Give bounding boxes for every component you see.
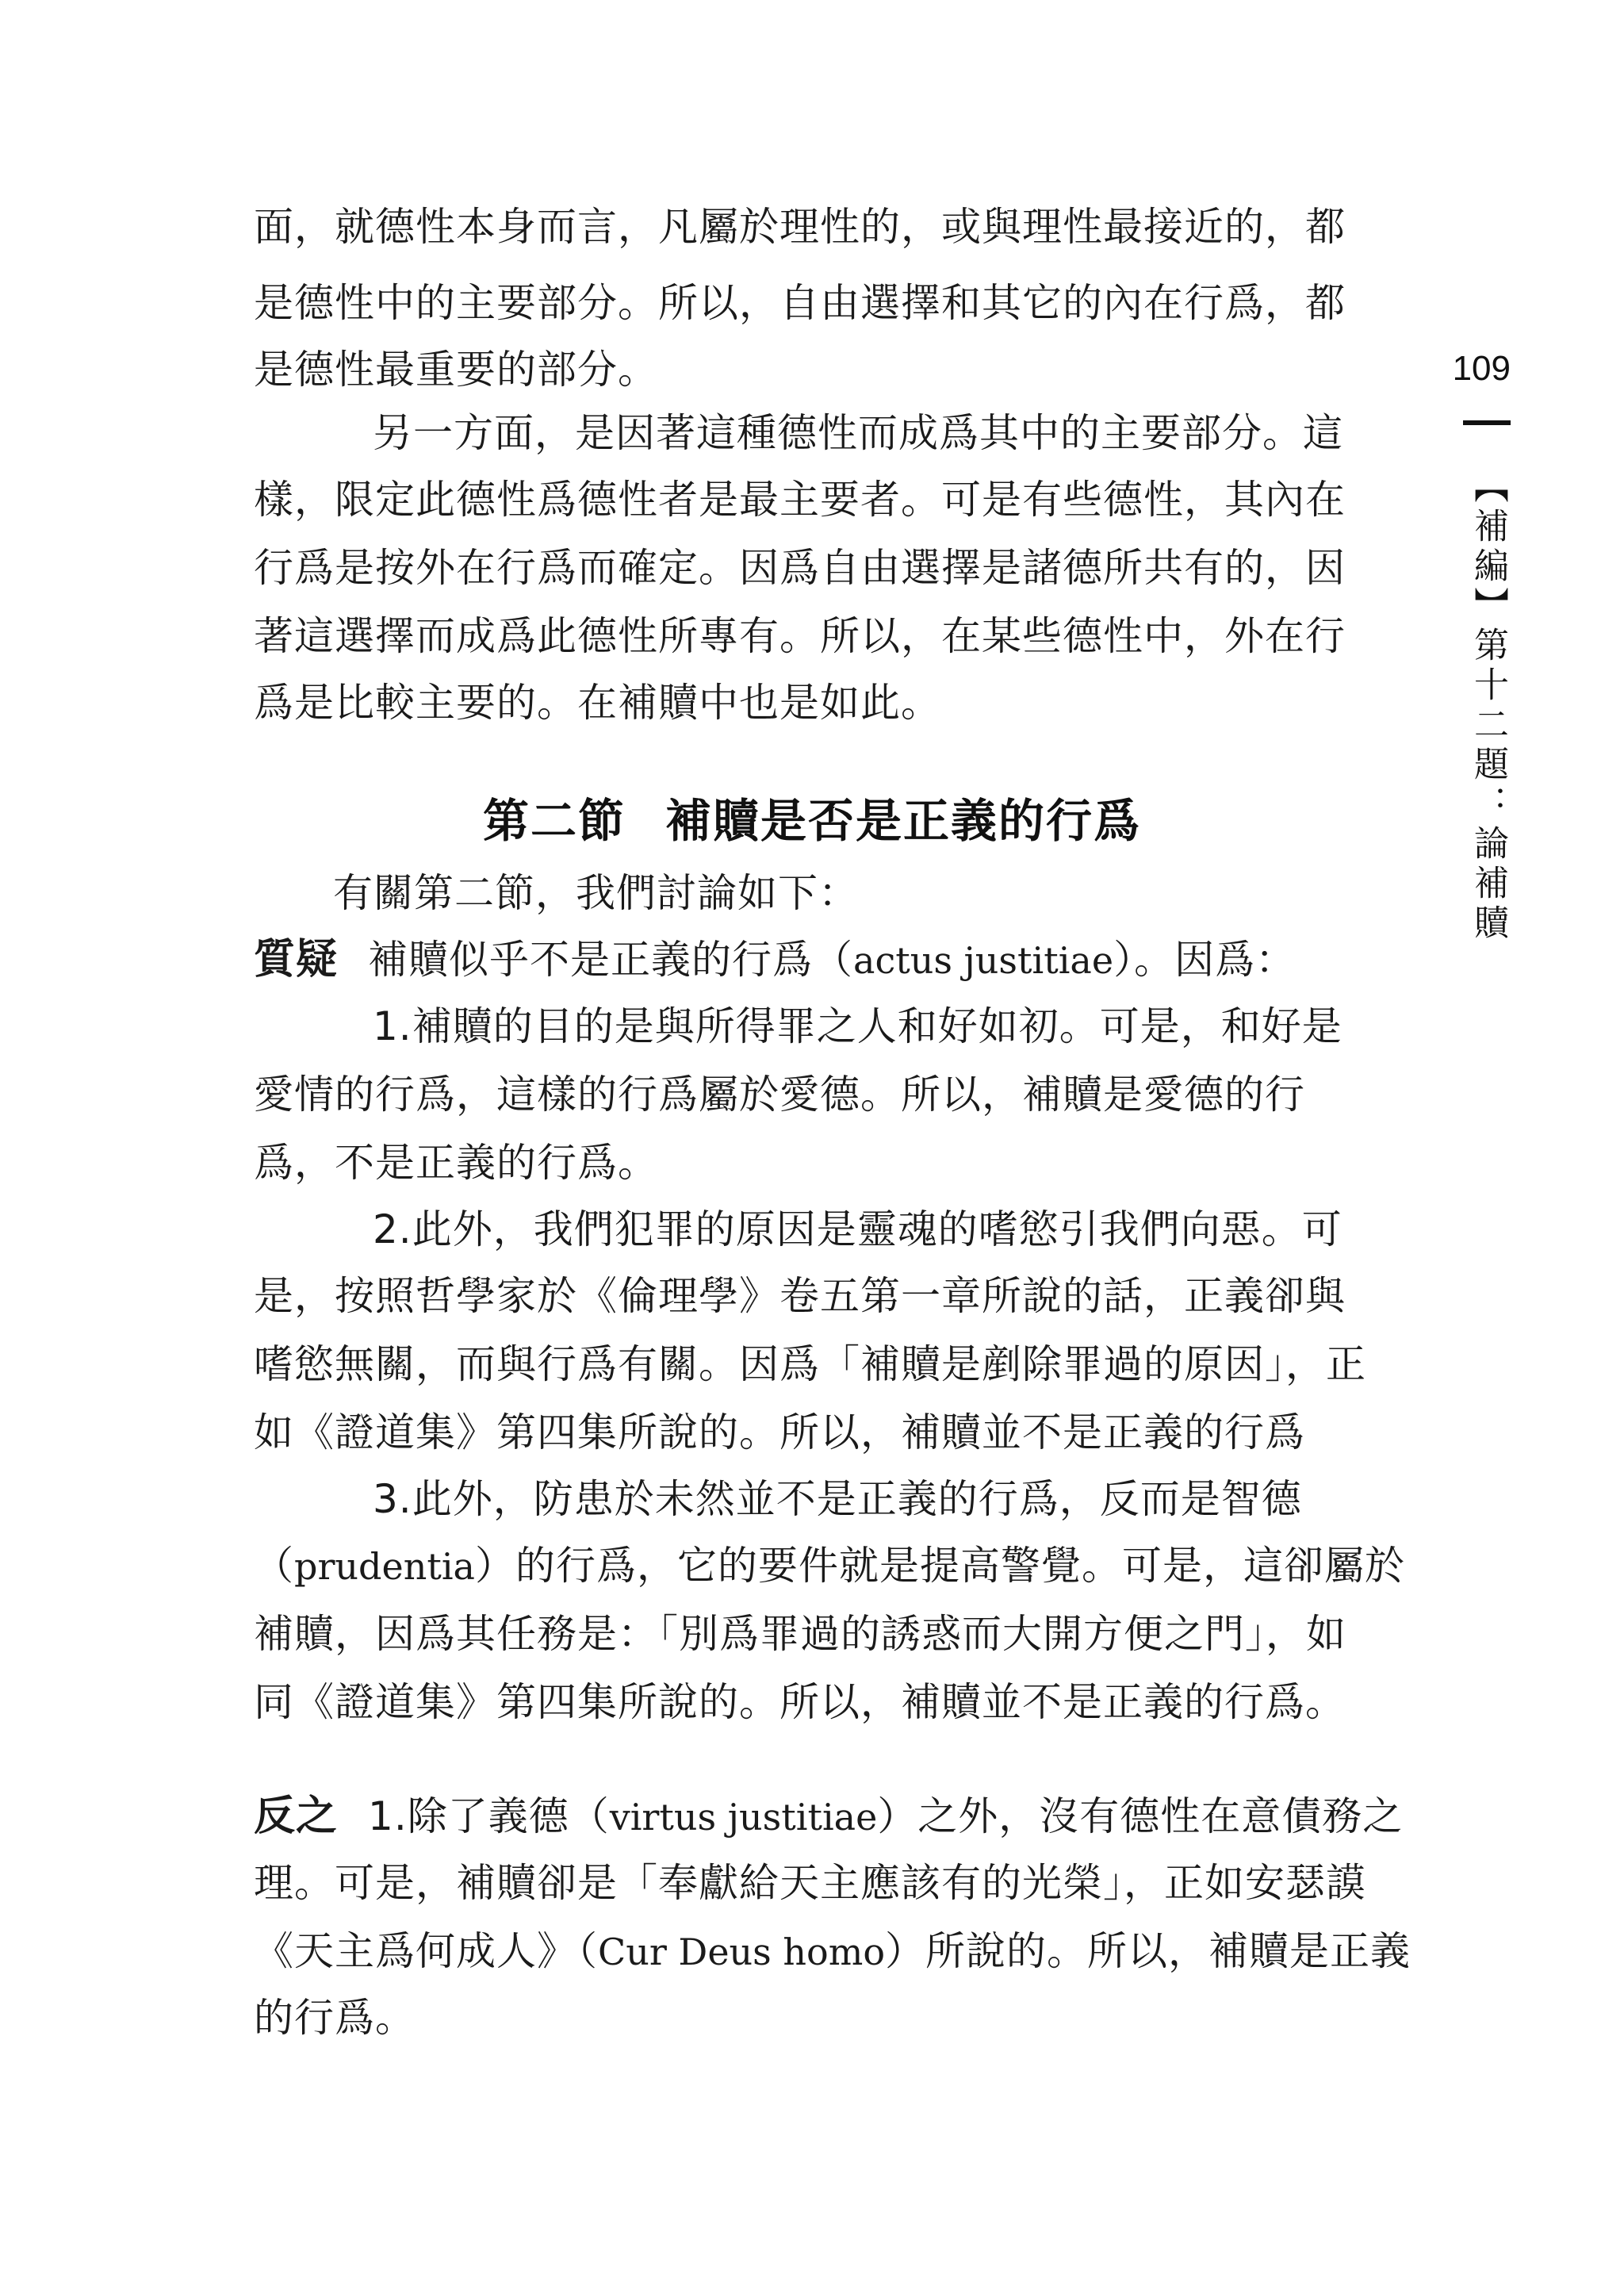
body-line: 著這選擇而成爲此德性所專有。所以，在某些德性中，外在行 <box>254 613 1346 659</box>
contra-text-pre: 1.除了義德（ <box>368 1793 610 1839</box>
contra-latin-title: Cur Deus homo <box>598 1931 886 1973</box>
objection-text-post: ）。因爲： <box>1113 937 1297 983</box>
section-heading <box>0 793 1624 849</box>
contra-line <box>254 1793 1403 1841</box>
objection-2-line: 嗜慾無關，而與行爲有關。因爲「補贖是剷除罪過的原因」，正 <box>254 1341 1366 1387</box>
body-line: 是德性中的主要部分。所以，自由選擇和其它的內在行爲，都 <box>254 280 1346 326</box>
objection-1-line: 1.補贖的目的是與所得罪之人和好如初。可是，和好是 <box>373 1003 1342 1049</box>
objection-1-line: 愛情的行爲，這樣的行爲屬於愛德。所以，補贖是愛德的行 <box>254 1072 1305 1118</box>
body-line: 另一方面，是因著這種德性而成爲其中的主要部分。這 <box>373 410 1343 456</box>
objection-label: 質疑 <box>254 936 339 984</box>
objection-2-line: 是，按照哲學家於《倫理學》卷五第一章所說的話，正義卻與 <box>254 1273 1346 1319</box>
objection-3-line: 補贖，因爲其任務是：「別爲罪過的誘惑而大開方便之門」，如 <box>254 1611 1346 1657</box>
objection-3-latin-term: prudentia <box>294 1545 475 1588</box>
contra-line: 理。可是，補贖卻是「奉獻給天主應該有的光榮」，正如安瑟謨 <box>254 1860 1366 1906</box>
body-line: 面，就德性本身而言，凡屬於理性的，或與理性最接近的，都 <box>254 204 1346 250</box>
body-line: 是德性最重要的部分。 <box>254 347 658 393</box>
objection-3-text-pre: （ <box>254 1543 294 1589</box>
contra-line <box>254 1927 1411 1976</box>
objection-1-line: 爲，不是正義的行爲。 <box>254 1140 658 1186</box>
section-number: 第二節 <box>482 794 626 848</box>
contra-book-title: 《天主爲何成人》（ <box>254 1928 598 1974</box>
objection-3-text-post: ）的行爲，它的要件就是提高警覺。可是，這卻屬於 <box>474 1543 1405 1589</box>
contra-text-post: ）之外，沒有德性在意債務之 <box>877 1793 1404 1839</box>
section-title: 補贖是否是正義的行爲 <box>665 794 1142 848</box>
contra-text-post: ）所說的。所以，補贖是正義 <box>885 1928 1411 1974</box>
contra-latin-term: virtus justitiae <box>609 1796 878 1839</box>
objection-latin-term: actus justitiae <box>853 939 1114 982</box>
contra-label: 反之 <box>254 1793 339 1840</box>
objection-3-line <box>254 1542 1405 1590</box>
page-number: 109 <box>1452 349 1511 388</box>
header-rule <box>1463 420 1511 425</box>
objection-3-line: 3.此外，防患於未然並不是正義的行爲，反而是智德 <box>373 1476 1302 1522</box>
body-line: 行爲是按外在行爲而確定。因爲自由選擇是諸德所共有的，因 <box>254 545 1346 591</box>
running-head: 【補編】第十二題：論補贖 <box>1468 468 1508 944</box>
objection-2-line: 如《證道集》第四集所說的。所以，補贖並不是正義的行爲 <box>254 1409 1305 1455</box>
objection-text-pre: 補贖似乎不是正義的行爲（ <box>368 937 854 983</box>
body-line: 爲是比較主要的。在補贖中也是如此。 <box>254 680 941 726</box>
objection-3-line: 同《證道集》第四集所說的。所以，補贖並不是正義的行爲。 <box>254 1679 1346 1725</box>
objection-lead <box>254 936 1296 984</box>
contra-line: 的行爲。 <box>254 1995 416 2041</box>
body-line: 樣，限定此德性爲德性者是最主要者。可是有些德性，其內在 <box>254 477 1346 523</box>
objection-2-line: 2.此外，我們犯罪的原因是靈魂的嗜慾引我們向惡。可 <box>373 1206 1342 1252</box>
section-intro: 有關第二節，我們討論如下： <box>333 870 859 916</box>
